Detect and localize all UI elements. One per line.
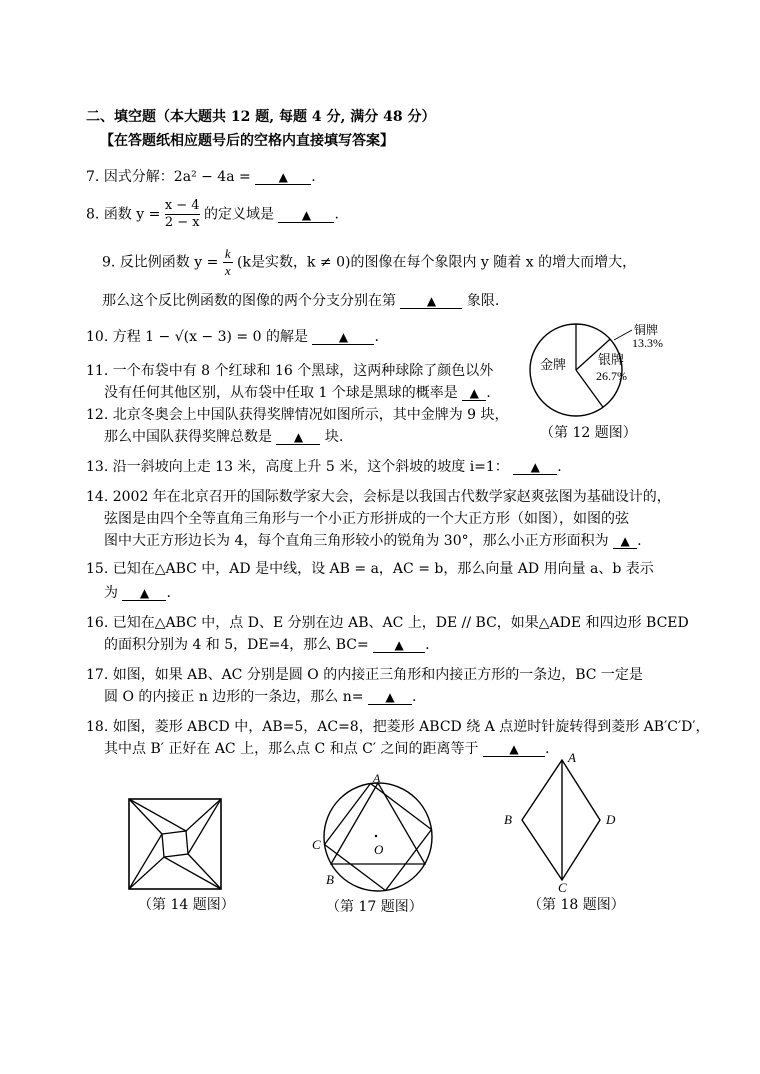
answer-blank[interactable]: ▲	[276, 430, 320, 445]
pie-label-silver-pct: 26.7%	[596, 369, 627, 383]
answer-blank[interactable]: ▲	[312, 330, 374, 345]
question-12	[86, 404, 509, 424]
fraction-denominator: x	[224, 263, 231, 278]
question-8: 8. 函数 y = $\frac{x - 4}{2 - x}$ 的定义域是 ▲ .	[86, 198, 339, 230]
question-number: 8.	[86, 206, 100, 223]
label-c: C	[312, 837, 321, 852]
label-c: C	[558, 880, 567, 894]
question-11-line2: 没有任何其他区别，从布袋中任取 1 个球是黑球的概率是 ▲ .	[104, 385, 491, 401]
label-o: O	[374, 842, 384, 857]
answer-blank[interactable]: ▲	[278, 208, 334, 223]
question-text: 如图，菱形 ABCD 中，AB=5，AC=8，把菱形 ABCD 绕 A 点逆时针旋转得到菱形 AB′C′D′，	[112, 719, 710, 735]
question-14-line2: 弦图是由四个全等直角三角形与一个小正方形拼成的一个大正方形（如图），如图的弦	[104, 511, 629, 527]
label-a: A	[568, 750, 576, 765]
question-number: 15.	[86, 561, 109, 577]
inner-triangles	[129, 799, 221, 889]
question-15-line2: 为 ▲ .	[104, 585, 171, 601]
question-9-line2	[102, 290, 499, 310]
label-d: D	[606, 812, 616, 827]
question-text: 因式分解：2a² − 4a =	[103, 169, 251, 185]
question-16	[86, 612, 689, 632]
center-point	[375, 835, 377, 837]
label-b: B	[504, 812, 512, 827]
figure-18-caption: （第 18 题图）	[528, 897, 625, 913]
question-14	[86, 486, 671, 506]
question-text: 方程 1 − √(x − 3) = 0 的解是	[112, 329, 308, 345]
pie-leader-line	[614, 330, 632, 340]
question-number: 14.	[86, 489, 109, 505]
question-7: 7. 因式分解：2a² − 4a = ▲ .	[86, 169, 316, 185]
question-10: 10. 方程 1 − √(x − 3) = 0 的解是 ▲ .	[86, 329, 379, 345]
label-b: B	[326, 872, 334, 887]
question-17	[86, 664, 643, 684]
question-number: 16.	[86, 615, 109, 631]
answer-blank[interactable]: ▲	[462, 386, 486, 401]
pie-label-gold: 金牌	[540, 357, 567, 372]
question-18-line2: 其中点 B′ 正好在 AC 上，那么点 C 和点 C′ 之间的距离等于 ▲ .	[104, 741, 550, 757]
question-text: 如图，如果 AB、AC 分别是圆 O 的内接正三角形和内接正方形的一条边，BC 一定是	[112, 667, 643, 683]
circumcircle	[324, 783, 432, 891]
question-text-suffix: 块.	[324, 429, 344, 445]
question-text-suffix: 象限.	[466, 293, 500, 309]
pie-label-bronze: 铜牌	[634, 323, 659, 337]
pie-label-silver: 银牌	[598, 352, 625, 367]
figure-18-rhombus	[500, 748, 630, 894]
answer-blank[interactable]: ▲	[255, 170, 311, 185]
question-number: 11.	[86, 363, 109, 379]
question-text: 北京冬奥会上中国队获得奖牌情况如图所示，其中金牌为 9 块，	[112, 407, 509, 423]
question-16-line2: 的面积分别为 4 和 5，DE=4，那么 BC= ▲ .	[104, 637, 430, 653]
answer-blank[interactable]: ▲	[373, 638, 425, 653]
question-text: 已知在△ABC 中，AD 是中线，设 AB = a，AC = b，那么向量 AD 用向量 a、b 表示	[112, 561, 654, 577]
question-text: 那么中国队获得奖牌总数是	[104, 429, 272, 445]
question-text: 一个布袋中有 8 个红球和 16 个黑球，这两种球除了颜色以外	[112, 363, 494, 379]
question-15	[86, 558, 654, 578]
question-text: 沿一斜坡向上走 13 米，高度上升 5 米，这个斜坡的坡度 i=1：	[112, 459, 509, 475]
fraction-denominator: 2 − x	[164, 215, 200, 230]
figure-12-caption: （第 12 题图）	[540, 425, 637, 441]
answer-blank[interactable]: ▲	[613, 534, 637, 549]
question-13: 13. 沿一斜坡向上走 13 米，高度上升 5 米，这个斜坡的坡度 i=1： ▲ .	[86, 459, 562, 475]
answer-blank[interactable]: ▲	[368, 690, 412, 705]
question-14-line3: 图中大正方形边长为 4，每个直角三角形较小的锐角为 30°，那么小正方形面积为 ▲ .	[104, 533, 642, 549]
outer-square	[129, 799, 221, 889]
question-17-line2: 圆 O 的内接正 n 边形的一条边，那么 n= ▲ .	[104, 689, 417, 705]
question-text: 没有任何其他区别，从布袋中任取 1 个球是黑球的概率是	[104, 385, 458, 401]
question-text-suffix: 的定义域是	[204, 206, 275, 223]
question-text: 为	[104, 585, 118, 601]
answer-blank[interactable]: ▲	[513, 460, 557, 475]
question-number: 17.	[86, 667, 109, 683]
question-text: 2002 年在北京召开的国际数学家大会，会标是以我国古代数学家赵爽弦图为基础设计的，	[112, 489, 671, 505]
inscribed-square	[317, 776, 439, 896]
answer-blank[interactable]: ▲	[122, 586, 166, 601]
section-instruction: 【在答题纸相应题号后的空格内直接填写答案】	[100, 133, 394, 149]
question-text: 已知在△ABC 中，点 D、E 分别在边 AB、AC 上，DE // BC，如果△ADE 和四边形 BCED	[112, 615, 689, 631]
question-text: 图中大正方形边长为 4，每个直角三角形较小的锐角为 30°，那么小正方形面积为	[104, 533, 609, 549]
question-9	[102, 246, 636, 279]
question-number: 12.	[86, 407, 109, 423]
question-text-suffix: (k是实数，k ≠ 0)的图像在每个象限内 y 随着 x 的增大而增大，	[237, 254, 637, 271]
question-text: 的面积分别为 4 和 5，DE=4，那么 BC=	[104, 637, 369, 653]
question-number: 10.	[86, 329, 109, 345]
question-18	[86, 716, 710, 736]
question-text: 圆 O 的内接正 n 边形的一条边，那么 n=	[104, 689, 364, 705]
figure-14-string-diagram	[126, 796, 226, 894]
question-text: 其中点 B′ 正好在 AC 上，那么点 C 和点 C′ 之间的距离等于	[104, 741, 479, 757]
question-number: 18.	[86, 719, 109, 735]
figure-17-caption: （第 17 题图）	[326, 899, 423, 915]
label-a: A	[373, 772, 381, 785]
question-number: 13.	[86, 459, 109, 475]
question-text: 函数 y =	[103, 206, 161, 223]
question-12-line2	[104, 426, 343, 446]
pie-label-bronze-pct: 13.3%	[632, 336, 663, 350]
fraction-numerator: k	[224, 246, 231, 261]
figure-17-circle	[310, 772, 440, 896]
question-11	[86, 360, 493, 380]
rhombus-abcd	[522, 760, 600, 880]
medal-pie-chart	[528, 318, 688, 422]
answer-blank[interactable]: ▲	[400, 294, 462, 309]
question-number: 7.	[86, 169, 100, 185]
figure-14-caption: （第 14 题图）	[138, 897, 235, 913]
question-text: 反比例函数 y =	[119, 254, 219, 271]
answer-blank[interactable]: ▲	[483, 742, 545, 757]
question-number: 9.	[102, 254, 116, 271]
question-text: 那么这个反比例函数的图像的两个分支分别在第	[102, 293, 396, 309]
section-title: 二、填空题（本大题共 12 题, 每题 4 分, 满分 48 分）	[86, 109, 436, 125]
fraction-numerator: x − 4	[164, 198, 200, 213]
